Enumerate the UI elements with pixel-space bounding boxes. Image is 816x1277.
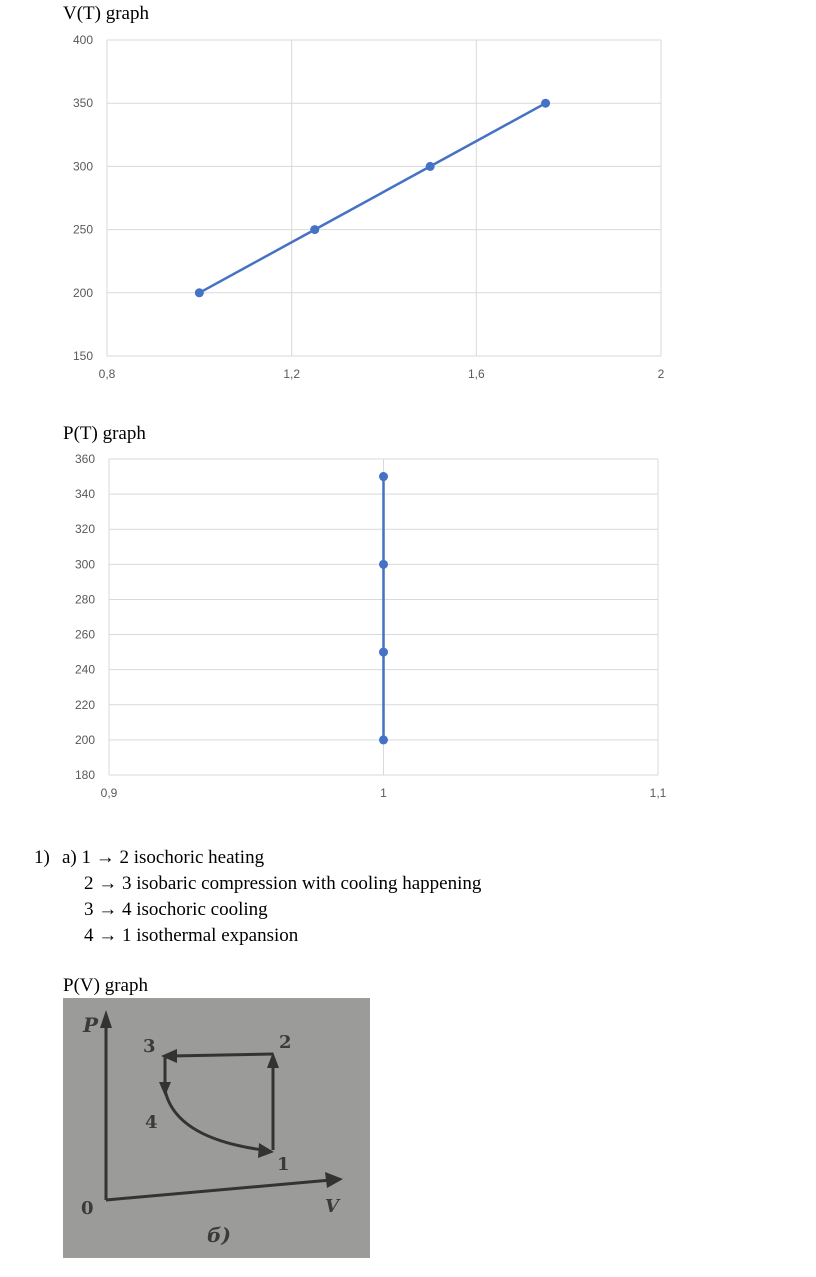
pt-ytick-label: 360 bbox=[74, 452, 95, 466]
p-axis-arrow-icon bbox=[100, 1010, 112, 1028]
point-3-label: 3 bbox=[143, 1036, 156, 1057]
vt-ytick-label: 150 bbox=[72, 349, 93, 363]
point-1-label: 1 bbox=[277, 1154, 290, 1175]
pt-xtick-label: 0,9 bbox=[100, 786, 118, 800]
vt-ytick-label: 300 bbox=[72, 159, 93, 174]
v-axis-label: V bbox=[325, 1196, 339, 1217]
pt-data-point bbox=[379, 472, 388, 481]
path-4-1 bbox=[165, 1090, 263, 1150]
pt-chart bbox=[0, 446, 700, 846]
pt-data-point bbox=[379, 648, 388, 657]
pt-ytick-label: 320 bbox=[74, 522, 95, 537]
pt-data-point bbox=[379, 560, 388, 569]
pt-ytick-label: 180 bbox=[74, 768, 95, 782]
pt-data-point bbox=[379, 735, 388, 744]
process-line-2: 2 → 3 isobaric compression with cooling happening bbox=[84, 873, 482, 894]
vt-xtick-label: 0,8 bbox=[98, 367, 116, 381]
vt-data-point bbox=[426, 162, 435, 171]
pt-graph-heading: P(T) graph bbox=[63, 423, 146, 444]
vt-data-point bbox=[310, 225, 319, 234]
v-axis bbox=[106, 1180, 331, 1200]
list-number: 1) bbox=[34, 847, 50, 868]
vt-data-point bbox=[541, 99, 550, 108]
vt-graph-heading: V(T) graph bbox=[63, 3, 149, 24]
pt-ytick-label: 280 bbox=[74, 592, 95, 607]
point-4-label: 4 bbox=[145, 1112, 158, 1133]
vt-data-point bbox=[195, 288, 204, 297]
pt-ytick-label: 200 bbox=[74, 732, 95, 747]
pt-ytick-label: 260 bbox=[74, 627, 95, 642]
origin-label: 0 bbox=[81, 1198, 94, 1219]
pv-diagram-photo bbox=[63, 998, 370, 1258]
vt-ytick-label: 250 bbox=[72, 222, 93, 237]
process-line-4: 4 → 1 isothermal expansion bbox=[84, 925, 299, 946]
figure-caption: б) bbox=[207, 1223, 231, 1247]
vt-xtick-label: 1,6 bbox=[467, 367, 485, 381]
p-axis-label: P bbox=[83, 1013, 99, 1037]
vt-ytick-label: 400 bbox=[72, 33, 93, 47]
pt-ytick-label: 300 bbox=[74, 557, 95, 572]
pv-diagram bbox=[63, 998, 370, 1258]
vt-xtick-label: 2 bbox=[657, 367, 665, 381]
v-axis-arrow-icon bbox=[325, 1172, 343, 1188]
vt-xtick-label: 1,2 bbox=[283, 367, 301, 381]
vt-ytick-label: 200 bbox=[72, 285, 93, 300]
vt-series-line bbox=[199, 103, 545, 293]
process-line-1-text: a) 1 → 2 isochoric heating bbox=[62, 847, 265, 868]
pt-ytick-label: 220 bbox=[74, 697, 95, 712]
point-2-label: 2 bbox=[279, 1032, 292, 1053]
pt-ytick-label: 240 bbox=[74, 662, 95, 677]
process-line-3: 3 → 4 isochoric cooling bbox=[84, 899, 268, 920]
pt-xtick-label: 1 bbox=[380, 786, 387, 800]
pv-graph-heading: P(V) graph bbox=[63, 975, 148, 996]
path-2-3 bbox=[171, 1054, 273, 1056]
arrow-2-3-icon bbox=[161, 1049, 177, 1063]
process-list bbox=[34, 845, 481, 949]
pt-ytick-label: 340 bbox=[74, 487, 95, 502]
vt-chart bbox=[0, 24, 700, 424]
vt-ytick-label: 350 bbox=[72, 96, 93, 111]
process-line-1 bbox=[34, 845, 481, 871]
pt-xtick-label: 1,1 bbox=[649, 786, 667, 800]
